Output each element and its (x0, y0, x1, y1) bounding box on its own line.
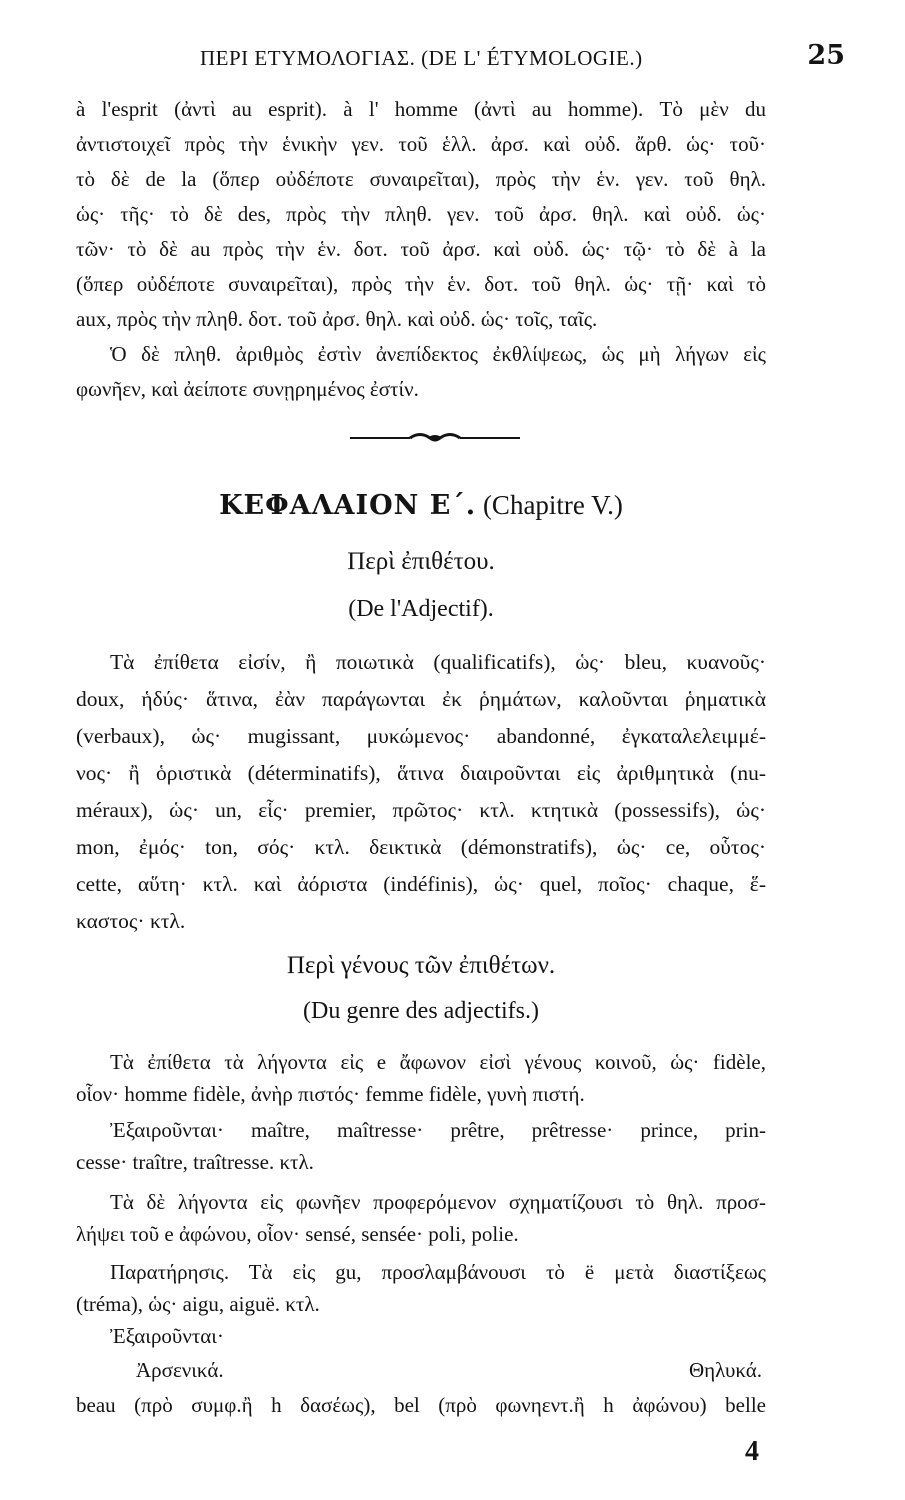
feminine-column-heading: Θηλυκά. (689, 1358, 762, 1382)
chapter-title-greek: ΚΕΦΑΛΑΙΟΝ Ε΄. (219, 490, 477, 521)
page-number: 25 (807, 40, 845, 71)
text-line: doux, ἡδύς· ἅτινα, ἐὰν παράγωνται ἐκ ῥημάτων, καλοῦνται ῥηματικὰ (76, 687, 766, 711)
masculine-column-heading: Ἀρσενικά. (136, 1358, 224, 1382)
gender-columns (76, 1352, 766, 1386)
section-heading-greek: Περὶ ἐπιθέτου. (347, 548, 495, 575)
text-line: οἷον· homme fidèle, ἀνὴρ πιστός· femme fidèle, γυνὴ πιστή. (76, 1082, 585, 1106)
section-heading-french: (Du genre des adjectifs.) (303, 998, 539, 1024)
text-line: cesse· traître, traîtresse. κτλ. (76, 1150, 314, 1174)
text-line: Παρατήρησις. Τὰ εἰς gu, προσλαμβάνουσι τὸ ë μετὰ διαστίξεως (110, 1260, 766, 1284)
text-line: λήψει τοῦ e ἀφώνου, οἷον· sensé, sensée· poli, polie. (76, 1222, 519, 1246)
text-line: τῶν· τὸ δὲ au πρὸς τὴν ἑν. δοτ. τοῦ ἀρσ. καὶ οὐδ. ὡς· τῷ· τὸ δὲ à la (76, 237, 766, 261)
running-title: ΠΕΡΙ ΕΤΥΜΟΛΟΓΙΑΣ. (DE L' ÉTYMOLOGIE.) (200, 46, 643, 70)
text-line: Ὁ δὲ πληθ. ἀριθμὸς ἐστὶν ἀνεπίδεκτος ἐκθλίψεως, ὡς μὴ λήγων εἰς (110, 342, 766, 366)
text-line: (verbaux), ὡς· mugissant, μυκώμενος· abandonné, ἐγκαταλελειμμέ- (76, 724, 766, 748)
text-line: φωνῆεν, καὶ ἀείποτε συνῃρημένος ἐστίν. (76, 377, 419, 401)
text-line: τὸ δὲ de la (ὅπερ οὐδέποτε συναιρεῖται), πρὸς τὴν ἑν. γεν. τοῦ θηλ. (76, 167, 766, 191)
running-head (60, 40, 865, 80)
chapter-heading (76, 490, 766, 521)
text-line: Τὰ ἐπίθετα τὰ λήγοντα εἰς e ἄφωνον εἰσὶ γένους κοινοῦ, ὡς· fidèle, (110, 1050, 766, 1074)
text-line: Ἐξαιροῦνται· maître, maîtresse· prêtre, prêtresse· prince, prin- (110, 1118, 766, 1142)
gender-paragraph (76, 1046, 766, 1424)
text-line: ἀντιστοιχεῖ πρὸς τὴν ἑνικὴν γεν. τοῦ ἑλλ. ἀρσ. καὶ οὐδ. ἄρθ. ὡς· τοῦ· (76, 132, 766, 156)
section-heading-greek: Περὶ γένους τῶν ἐπιθέτων. (286, 952, 556, 979)
text-line: καστος· κτλ. (76, 909, 186, 933)
text-line: νος· ἢ ὁριστικὰ (déterminatifs), ἅτινα διαιροῦνται εἰς ἀριθμητικὰ (nu- (76, 761, 766, 785)
text-line: aux, πρὸς τὴν πληθ. δοτ. τοῦ ἀρσ. θηλ. καὶ οὐδ. ὡς· τοῖς, ταῖς. (76, 307, 598, 331)
chapter-title-french: (Chapitre V.) (482, 490, 623, 520)
text-line: cette, αὕτη· κτλ. καὶ ἀόριστα (indéfinis), ὡς· quel, ποῖος· chaque, ἕ- (76, 872, 766, 896)
intro-paragraph (76, 92, 766, 407)
ornament-divider (350, 428, 520, 448)
text-line: Ἐξαιροῦνται· (110, 1324, 224, 1348)
signature-mark: 4 (745, 1436, 759, 1467)
section-heading-french: (De l'Adjectif). (348, 596, 494, 622)
text-line: à l'esprit (ἀντὶ au esprit). à l' homme (ἀντὶ au homme). Τὸ μὲν du (76, 97, 766, 121)
text-line: mon, ἐμός· ton, σός· κτλ. δεικτικὰ (démonstratifs), ὡς· ce, οὗτος· (76, 835, 766, 859)
text-line: méraux), ὡς· un, εἷς· premier, πρῶτος· κτλ. κτητικὰ (possessifs), ὡς· (76, 798, 766, 822)
text-line: (ὅπερ οὐδέποτε συναιρεῖται), πρὸς τὴν ἑν. δοτ. τοῦ θηλ. ὡς· τῇ· καὶ τὸ (76, 272, 766, 296)
text-line: beau (πρὸ συμφ.ἢ h δασέως), bel (πρὸ φωνηεντ.ἢ h ἀφώνου) belle (76, 1393, 766, 1417)
text-line: Τὰ δὲ λήγοντα εἰς φωνῆεν προφερόμενον σχηματίζουσι τὸ θηλ. προσ- (110, 1190, 766, 1214)
text-line: (tréma), ὡς· aigu, aiguë. κτλ. (76, 1292, 320, 1316)
text-line: Τὰ ἐπίθετα εἰσίν, ἢ ποιωτικὰ (qualificatifs), ὡς· bleu, κυανοῦς· (110, 650, 766, 674)
text-line: ὡς· τῆς· τὸ δὲ des, πρὸς τὴν πληθ. γεν. τοῦ ἀρσ. θηλ. καὶ οὐδ. ὡς· (76, 202, 766, 226)
adjective-paragraph (76, 644, 766, 940)
